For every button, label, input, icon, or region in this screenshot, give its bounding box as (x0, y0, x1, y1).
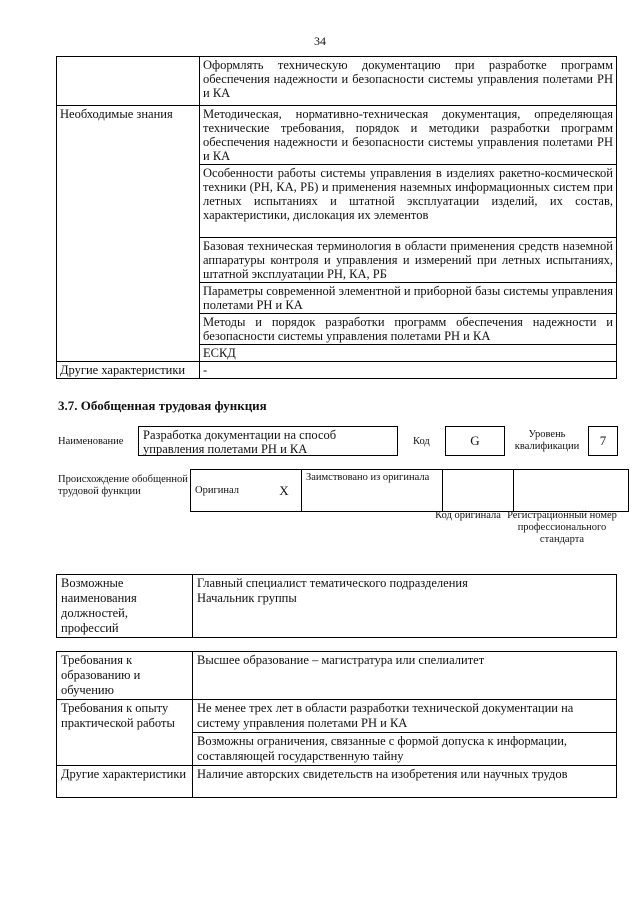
education-value: Высшее образование – магистратура или спелиалитет (193, 652, 617, 700)
code-original-label: Код оригинала (435, 510, 501, 521)
row-label (57, 165, 200, 238)
positions-table (56, 574, 617, 638)
experience-label-cont (57, 733, 193, 766)
positions-values (193, 575, 617, 638)
table-row (57, 700, 617, 733)
row-text: Оформлять техническую документацию при разработке программ обеспечения надежности и безопасности системы управления полетами РН и КА (200, 57, 617, 106)
table-row (191, 470, 629, 512)
table-row (57, 575, 617, 638)
name-label: Наименование (58, 436, 124, 447)
level-label: Уровень квалификации (514, 429, 580, 452)
positions-label: Возможные наименования должностей, профессий (57, 575, 193, 638)
row-text: Параметры современной элементной и приборной базы системы управления полетами РН и КА (200, 283, 617, 314)
reg-number-label: Регистрационный номер профессионального стандарта (507, 510, 617, 545)
row-text: Методы и порядок разработки программ обеспечения надежности и безопасности системы управления полетами РН и КА (200, 314, 617, 345)
section-title: 3.7. Обобщенная трудовая функция (58, 398, 267, 413)
row-label (57, 314, 200, 345)
experience-value: Не менее трех лет в области разработки технической документации на систему управления полетами РН и КА (193, 700, 617, 733)
position-item: Начальник группы (197, 591, 297, 605)
row-text: ЕСКД (200, 345, 617, 362)
table-row (57, 165, 617, 238)
level-value: 7 (588, 426, 618, 456)
table-row (57, 652, 617, 700)
row-text: Методическая, нормативно-техническая документация, определяющая технические требования, порядок и методики разработки программ обеспечения надежности и безопасности системы управления полетами РН и КА (200, 106, 617, 165)
code-label: Код (413, 436, 430, 447)
knowledge-table (56, 56, 617, 379)
row-text: Базовая техническая терминология в области применения средств наземной аппаратуры контроля и управления и измерений при летных испытаниях, штатной эксплуатации РН, КА, РБ (200, 238, 617, 283)
original-mark: X (267, 470, 302, 512)
row-text: Особенности работы системы управления в изделиях ракетно-космической техники (РН, КА, РБ) и применения наземных информационных систем при летных испытаниях и штатной эксплуатации изделий, их состав, характеристики, дислокация их элементов (200, 165, 617, 238)
other-value: Наличие авторских свидетельств на изобретения или научных трудов (193, 766, 617, 798)
table-row (57, 106, 617, 165)
row-label (57, 238, 200, 283)
origin-table (190, 469, 629, 512)
origin-label: Происхождение обобщенной трудовой функции (58, 474, 188, 497)
education-label: Требования к образованию и обучению (57, 652, 193, 700)
other-label: Другие характеристики (57, 766, 193, 798)
code-original-cell (443, 470, 514, 512)
name-value: Разработка документации на способ управления полетами РН и КА (138, 426, 398, 456)
row-label (57, 283, 200, 314)
code-value: G (445, 426, 505, 456)
position-item: Главный специалист тематического подразделения (197, 576, 468, 590)
experience-value-2: Возможны ограничения, связанные с формой допуска к информации, составляющей государственную тайну (193, 733, 617, 766)
table-row (57, 57, 617, 106)
row-label (57, 345, 200, 362)
experience-label: Требования к опыту практической работы (57, 700, 193, 733)
table-row (57, 362, 617, 379)
borrowed-label: Заимствовано из оригинала (302, 470, 443, 512)
row-label (57, 57, 200, 106)
table-row (57, 766, 617, 798)
table-row (57, 314, 617, 345)
table-row (57, 733, 617, 766)
row-text: - (200, 362, 617, 379)
requirements-table (56, 651, 617, 798)
original-label: Оригинал (191, 470, 268, 512)
table-row (57, 238, 617, 283)
page-number: 34 (314, 34, 326, 48)
row-label: Необходимые знания (57, 106, 200, 165)
table-row (57, 345, 617, 362)
reg-number-cell (514, 470, 629, 512)
row-label: Другие характеристики (57, 362, 200, 379)
table-row (57, 283, 617, 314)
